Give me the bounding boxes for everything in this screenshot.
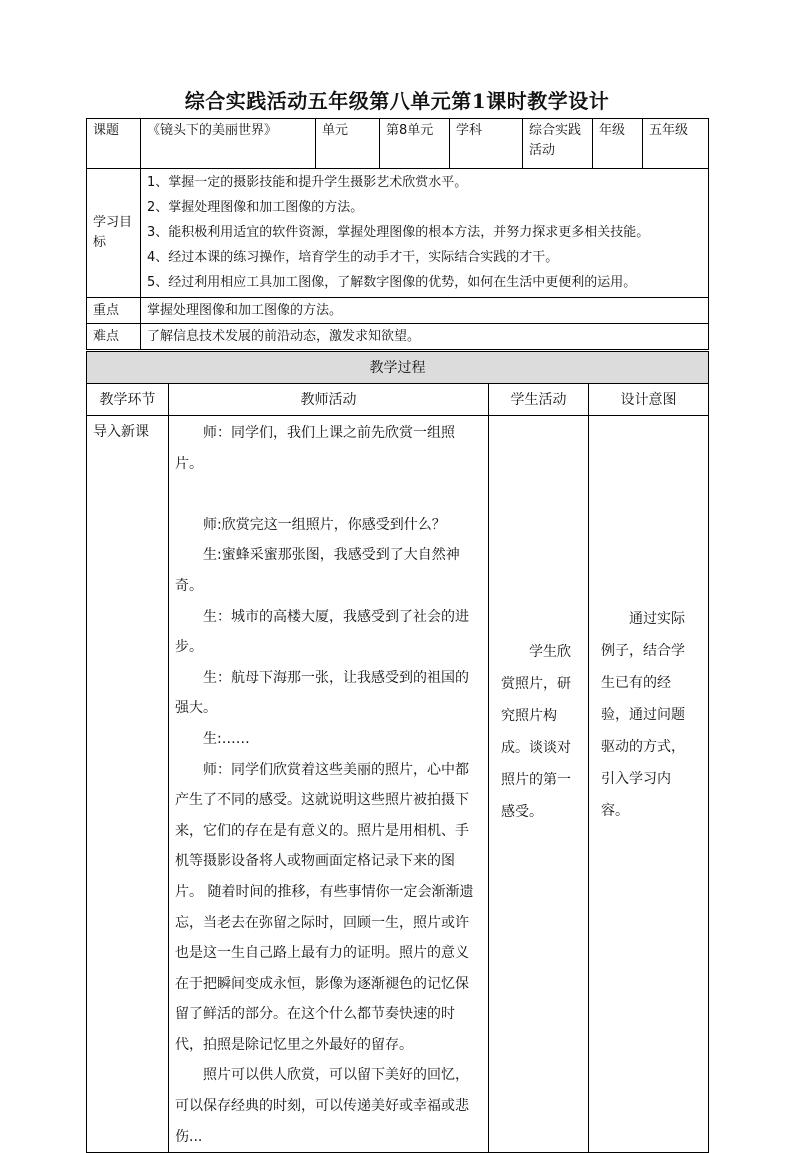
process-table bbox=[86, 351, 709, 1153]
info-table bbox=[86, 118, 709, 350]
teacher-line: 照片可以供人欣赏，可以留下美好的回忆，可以保存经典的时刻，可以传递美好或幸福或悲伤... bbox=[175, 1067, 469, 1145]
student-activity-text: 学生欣赏照片，研究照片构成。谈谈对照片的第一感受。 bbox=[501, 644, 571, 820]
column-header: 学生活动 bbox=[489, 384, 589, 416]
goals-label: 学习目标 bbox=[87, 169, 141, 298]
goal-item: 4、经过本课的练习操作，培育学生的动手才干，实际结合实践的才干。 bbox=[147, 250, 559, 265]
process-header: 教学过程 bbox=[87, 352, 709, 384]
column-header-row bbox=[87, 384, 709, 416]
subject-label: 课题 bbox=[87, 119, 141, 169]
teacher-line: 师：同学们欣赏着这些美丽的照片，心中都产生了不同的感受。这就说明这些照片被拍摄下来，它们的存在是有意义的。照片是用相机、手机等摄影设备将人或物画面定格记录下来的图片。 随着时间的推移，有些事情你一定会渐渐遗忘，当老去在弥留之际时，回顾一生，照片或许也是这一生自己路上最有力的证明。照片的意义在于把瞬间变成永恒，影像为逐渐褪色的记忆保留了鲜活的部分。在这个什么都节奏快速的时代，拍照是除记忆里之外最好的留存。 bbox=[175, 761, 474, 1053]
discipline-label: 学科 bbox=[450, 119, 523, 169]
goal-item: 1、掌握一定的摄影技能和提升学生摄影艺术欣赏水平。 bbox=[147, 175, 468, 190]
column-header: 教学环节 bbox=[87, 384, 169, 416]
teacher-line: 生:…… bbox=[203, 730, 250, 747]
unit-value: 第8单元 bbox=[380, 119, 450, 169]
teacher-line: 师:欣赏完这一组照片，你感受到什么？ bbox=[203, 516, 446, 533]
goal-item: 3、能积极利用适宜的软件资源，掌握处理图像的根本方法，并努力探求更多相关技能。 bbox=[147, 225, 650, 240]
teacher-line: 生：航母下海那一张，让我感受到的祖国的强大。 bbox=[175, 669, 469, 717]
difficulty-value: 了解信息技术发展的前沿动态，激发求知欲望。 bbox=[141, 324, 709, 350]
column-header: 设计意图 bbox=[589, 384, 709, 416]
stage-cell: 导入新课 bbox=[87, 416, 169, 1153]
difficulty-row bbox=[87, 324, 709, 350]
teacher-line: 生：城市的高楼大厦，我感受到了社会的进步。 bbox=[175, 608, 469, 656]
key-point-row bbox=[87, 298, 709, 324]
difficulty-label: 难点 bbox=[87, 324, 141, 350]
goal-item: 2、掌握处理图像和加工图像的方法。 bbox=[147, 200, 364, 215]
goals-row bbox=[87, 169, 709, 298]
student-activity-cell bbox=[489, 416, 589, 1153]
page-title: 综合实践活动五年级第八单元第1课时教学设计 bbox=[184, 89, 610, 113]
teacher-line bbox=[175, 479, 482, 510]
info-row bbox=[87, 119, 709, 169]
design-intent-text: 通过实际例子，结合学生已有的经验，通过问题驱动的方式，引入学习内容。 bbox=[601, 611, 685, 819]
discipline-value: 综合实践活动 bbox=[523, 119, 593, 169]
process-header-row bbox=[87, 352, 709, 384]
design-intent-cell bbox=[589, 416, 709, 1153]
key-point-label: 重点 bbox=[87, 298, 141, 324]
grade-label: 年级 bbox=[593, 119, 643, 169]
unit-label: 单元 bbox=[316, 119, 380, 169]
subject-value: 《镜头下的美丽世界》 bbox=[141, 119, 316, 169]
goals-cell bbox=[141, 169, 709, 298]
teacher-line: 师：同学们，我们上课之前先欣赏一组照片。 bbox=[175, 425, 455, 472]
grade-value: 五年级 bbox=[643, 119, 709, 169]
goal-item: 5、经过利用相应工具加工图像，了解数字图像的优势，如何在生活中更便利的运用。 bbox=[147, 275, 637, 290]
teacher-activity-cell bbox=[169, 416, 489, 1153]
column-header: 教师活动 bbox=[169, 384, 489, 416]
key-point-value: 掌握处理图像和加工图像的方法。 bbox=[141, 298, 709, 324]
process-row bbox=[87, 416, 709, 1153]
teacher-line: 生:蜜蜂采蜜那张图，我感受到了大自然神奇。 bbox=[175, 547, 460, 594]
